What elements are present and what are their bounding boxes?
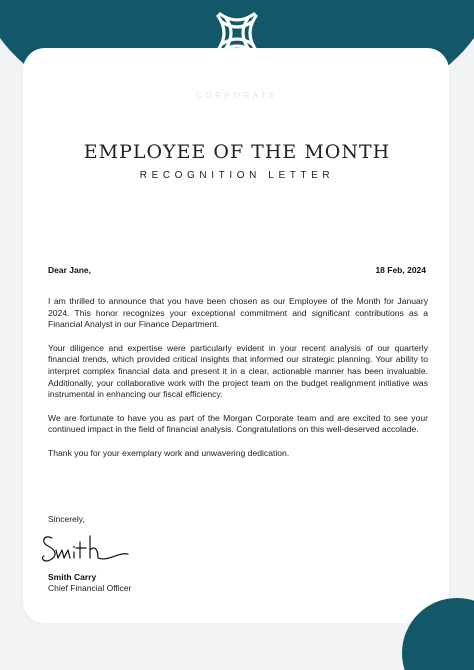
signer-name: Smith Carry [48, 572, 97, 582]
letter-date: 18 Feb, 2024 [375, 265, 426, 275]
letter-body [48, 296, 428, 472]
body-paragraph: I am thrilled to announce that you have been chosen as our Employee of the Month for January 2024. This honor recognizes your exceptional commitment and significant contributions as a Financial Analyst in our Finance Department. [48, 296, 428, 330]
closing: Sincerely, [48, 514, 85, 524]
letter-title: EMPLOYEE OF THE MONTH [83, 141, 391, 163]
body-paragraph: We are fortunate to have you as part of the Morgan Corporate team and are excited to see your continued impact in the field of financial analysis. Congratulations on this well-deserved accolade. [48, 412, 428, 435]
letter-subtitle: RECOGNITION LETTER [139, 170, 335, 181]
brand-tagline: CORPORATE [195, 90, 278, 100]
signature-image [38, 528, 134, 568]
body-paragraph: Your diligence and expertise were particularly evident in your recent analysis of our quarterly financial trends, which provided critical insights that informed our strategic planning. Your ability to interpret complex financial data and present it in a clear, actionable manner has been invaluable. Additionally, your collaborative work with the project team on the budget realignment initiative was instrumental in enhancing our fiscal efficiency. [48, 342, 428, 400]
body-paragraph: Thank you for your exemplary work and unwavering dedication. [48, 447, 290, 458]
salutation: Dear Jane, [48, 265, 91, 275]
brand-name: MORGAN [183, 62, 291, 88]
signer-title: Chief Financial Officer [48, 583, 132, 593]
